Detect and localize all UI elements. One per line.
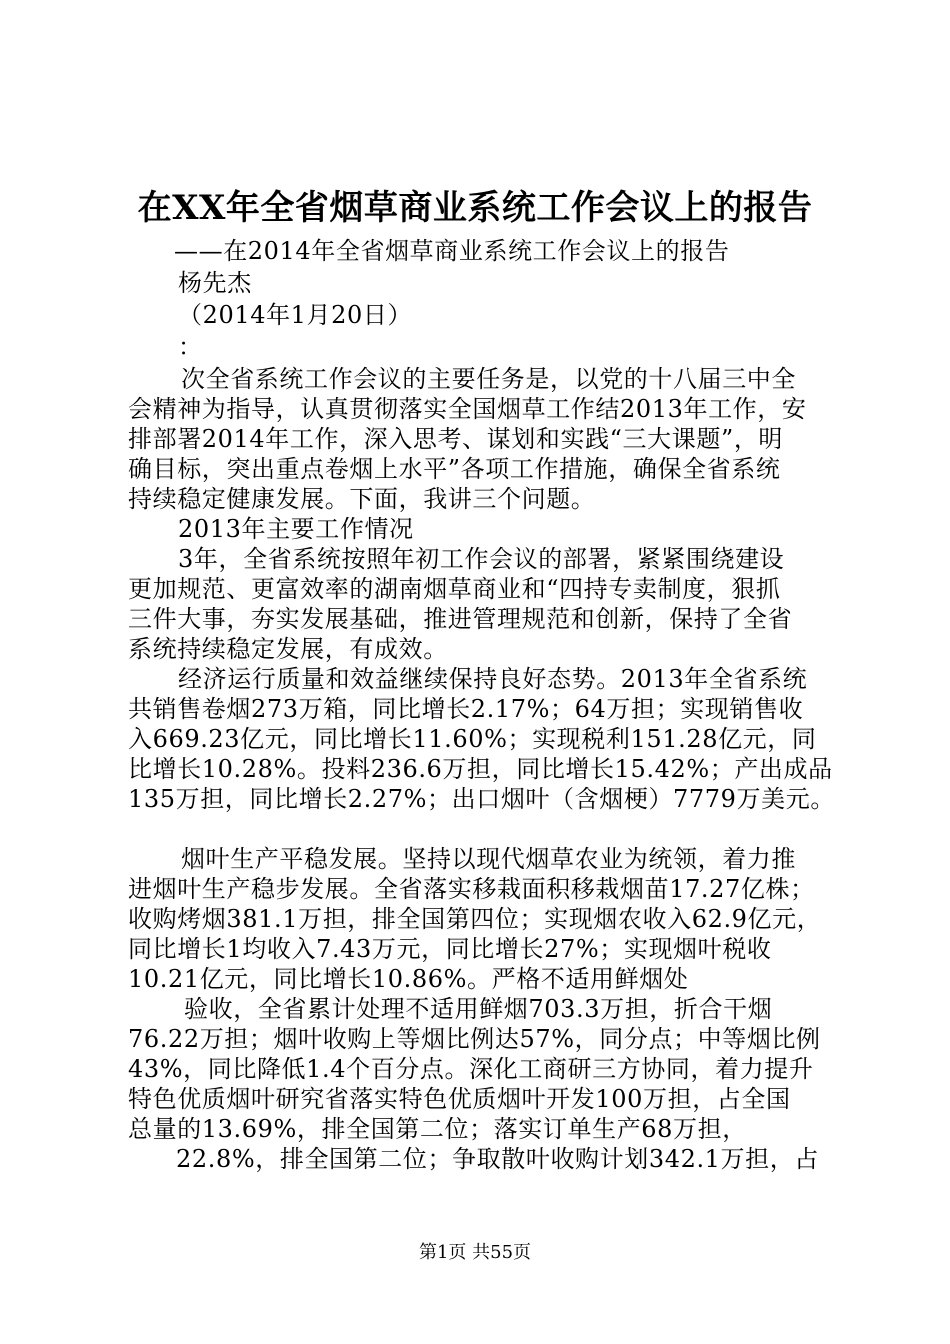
report-date: （2014年1月20日）: [178, 301, 413, 329]
body-line: 持续稳定健康发展。下面，我讲三个问题。: [128, 485, 596, 513]
body-line: 系统持续稳定发展，有成效。: [128, 635, 448, 663]
body-line: 43%，同比降低1.4个百分点。深化工商研三方协同，着力提升: [128, 1055, 814, 1083]
body-line: 10.21亿元，同比增长10.86%。严格不适用鲜烟处: [128, 965, 689, 993]
body-line: 更加规范、更富效率的湖南烟草商业和“四持专卖制度，狠抓: [128, 575, 781, 603]
body-line: 22.8%，排全国第二位；争取散叶收购计划342.1万担，占: [176, 1145, 819, 1173]
salutation-colon: ：: [178, 333, 203, 361]
body-line: 确目标，突出重点卷烟上水平”各项工作措施，确保全省系统: [128, 455, 781, 483]
body-line: 会精神为指导，认真贯彻落实全国烟草工作结2013年工作，安: [128, 395, 807, 423]
body-line: 进烟叶生产稳步发展。全省落实移栽面积移栽烟苗17.27亿株；: [128, 875, 815, 903]
body-line: 同比增长1均收入7.43万元，同比增长27%；实现烟叶税收: [128, 935, 772, 963]
body-line: 比增长10.28%。投料236.6万担，同比增长15.42%；产出成品: [128, 755, 833, 783]
author-name: 杨先杰: [178, 269, 252, 297]
body-line: 入669.23亿元，同比增长11.60%；实现税利151.28亿元，同: [128, 725, 817, 753]
body-line: 烟叶生产平稳发展。坚持以现代烟草农业为统领，着力推: [181, 845, 796, 873]
body-line: 76.22万担；烟叶收购上等烟比例达57%，同分点；中等烟比例: [128, 1025, 821, 1053]
body-line: 3年，全省系统按照年初工作会议的部署，紧紧围绕建设: [178, 545, 785, 573]
document-subtitle: ——在2014年全省烟草商业系统工作会议上的报告: [174, 237, 730, 265]
section-heading: 2013年主要工作情况: [178, 515, 414, 543]
body-line: 总量的13.69%，排全国第二位；落实订单生产68万担，: [128, 1115, 747, 1143]
body-line: 共销售卷烟273万箱，同比增长2.17%；64万担；实现销售收: [128, 695, 804, 723]
document-title: 在XX年全省烟草商业系统工作会议上的报告: [137, 188, 813, 228]
body-line: 特色优质烟叶研究省落实特色优质烟叶开发100万担，占全国: [128, 1085, 791, 1113]
body-line: 排部署2014年工作，深入思考、谋划和实践“三大课题”，明: [128, 425, 784, 453]
page-number-footer: 第1页 共55页: [418, 1242, 532, 1263]
body-line: 经济运行质量和效益继续保持良好态势。2013年全省系统: [178, 665, 808, 693]
body-line: 135万担，同比增长2.27%；出口烟叶（含烟梗）7779万美元。: [128, 785, 835, 813]
body-line: 次全省系统工作会议的主要任务是，以党的十八届三中全: [181, 365, 796, 393]
body-line: 三件大事，夯实发展基础，推进管理规范和创新，保持了全省: [128, 605, 793, 633]
body-line: 验收，全省累计处理不适用鲜烟703.3万担，折合干烟: [184, 995, 773, 1023]
body-line: 收购烤烟381.1万担，排全国第四位；实现烟农收入62.9亿元，: [128, 905, 822, 933]
